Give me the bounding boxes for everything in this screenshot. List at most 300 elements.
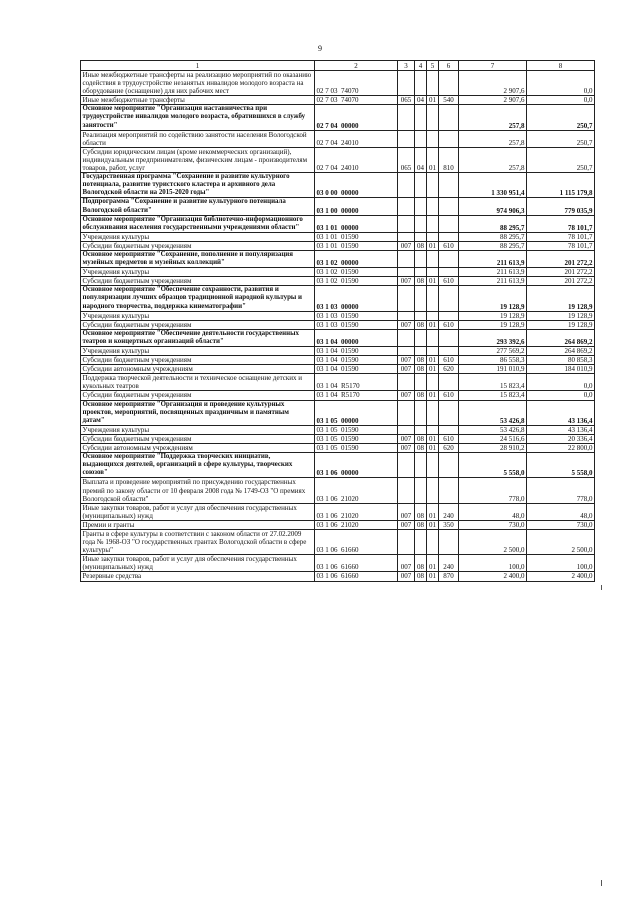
- table-row: [81, 503, 595, 520]
- row-expense-type-cell: 810: [439, 147, 459, 172]
- row-subsection-cell: [427, 478, 439, 503]
- row-amount-2020-cell: 778,0: [527, 478, 595, 503]
- table-row: [81, 365, 595, 374]
- row-amount-2019-cell: 257,8: [459, 130, 527, 147]
- table-row: [81, 347, 595, 356]
- table-row: [81, 444, 595, 453]
- scan-edge-mark: [601, 585, 602, 590]
- row-amount-2020-cell: 78 101,7: [527, 232, 595, 241]
- row-amount-2019-cell: 778,0: [459, 478, 527, 503]
- table-row: [81, 268, 595, 277]
- row-name-cell: Учреждения культуры: [81, 347, 315, 356]
- row-code-cell: 03 1 05 01590: [315, 444, 398, 453]
- row-amount-2019-cell: 15 823,4: [459, 391, 527, 400]
- row-amount-2020-cell: 20 336,4: [527, 434, 595, 443]
- row-code-cell: 03 1 06 00000: [315, 453, 398, 478]
- row-code-cell: 03 1 06 61660: [315, 529, 398, 554]
- row-section-cell: [415, 374, 427, 391]
- row-name-cell: Учреждения культуры: [81, 232, 315, 241]
- row-name-cell: Иные межбюджетные трансферты на реализацию мероприятий по оказанию содействия в трудоустройстве незанятых инвалидов молодого возраста на оборудование (оснащение) для них рабочих мест: [81, 71, 315, 96]
- row-ministry-cell: [398, 453, 415, 478]
- row-name-cell: Субсидии бюджетным учреждениям: [81, 356, 315, 365]
- row-amount-2020-cell: 264 869,2: [527, 329, 595, 346]
- row-amount-2019-cell: 5 558,0: [459, 453, 527, 478]
- table-row: [81, 425, 595, 434]
- row-expense-type-cell: [439, 71, 459, 96]
- table-row: [81, 329, 595, 346]
- row-code-cell: 03 1 03 01590: [315, 320, 398, 329]
- row-amount-2020-cell: 264 869,2: [527, 347, 595, 356]
- page-number: 9: [318, 44, 322, 53]
- table-row: [81, 277, 595, 286]
- row-amount-2019-cell: 24 516,6: [459, 434, 527, 443]
- table-row: [81, 520, 595, 529]
- row-ministry-cell: 007: [398, 391, 415, 400]
- row-code-cell: 03 1 03 00000: [315, 286, 398, 311]
- row-name-cell: Основное мероприятие "Поддержка творческих инициатив, выдающихся деятелей, организаций в сфере культуры, творческих союзов": [81, 453, 315, 478]
- row-amount-2019-cell: 2 907,6: [459, 71, 527, 96]
- row-amount-2020-cell: 0,0: [527, 71, 595, 96]
- row-expense-type-cell: 610: [439, 320, 459, 329]
- row-code-cell: 03 1 04 01590: [315, 365, 398, 374]
- row-section-cell: 04: [415, 96, 427, 105]
- row-subsection-cell: [427, 232, 439, 241]
- row-name-cell: Субсидии автономным учреждениям: [81, 365, 315, 374]
- row-name-cell: Субсидии бюджетным учреждениям: [81, 320, 315, 329]
- row-amount-2020-cell: 80 858,3: [527, 356, 595, 365]
- row-amount-2020-cell: 0,0: [527, 391, 595, 400]
- row-expense-type-cell: 620: [439, 444, 459, 453]
- row-amount-2019-cell: 15 823,4: [459, 374, 527, 391]
- row-subsection-cell: [427, 374, 439, 391]
- table-row: [81, 286, 595, 311]
- table-row: [81, 529, 595, 554]
- table-header-row: [81, 61, 595, 71]
- row-expense-type-cell: [439, 453, 459, 478]
- row-amount-2019-cell: 1 330 951,4: [459, 173, 527, 198]
- row-amount-2020-cell: 201 272,2: [527, 277, 595, 286]
- row-expense-type-cell: [439, 173, 459, 198]
- row-ministry-cell: 007: [398, 241, 415, 250]
- row-expense-type-cell: [439, 374, 459, 391]
- row-name-cell: Государственная программа "Сохранение и развитие культурного потенциала, развитие туристского кластера и архивного дела Вологодской области на 2015-2020 годы": [81, 173, 315, 198]
- row-code-cell: 03 1 02 01590: [315, 268, 398, 277]
- row-subsection-cell: 01: [427, 356, 439, 365]
- row-subsection-cell: [427, 198, 439, 215]
- row-expense-type-cell: 350: [439, 520, 459, 529]
- row-name-cell: Учреждения культуры: [81, 268, 315, 277]
- table-row: [81, 241, 595, 250]
- row-amount-2020-cell: 43 136,4: [527, 425, 595, 434]
- row-amount-2020-cell: 184 010,9: [527, 365, 595, 374]
- row-ministry-cell: [398, 347, 415, 356]
- row-amount-2020-cell: 2 400,0: [527, 572, 595, 581]
- row-subsection-cell: [427, 268, 439, 277]
- row-ministry-cell: [398, 478, 415, 503]
- table-row: [81, 232, 595, 241]
- row-ministry-cell: 007: [398, 277, 415, 286]
- row-amount-2020-cell: 250,7: [527, 147, 595, 172]
- row-ministry-cell: [398, 311, 415, 320]
- row-name-cell: Резервные средства: [81, 572, 315, 581]
- table-row: [81, 147, 595, 172]
- row-section-cell: [415, 105, 427, 130]
- row-ministry-cell: 007: [398, 444, 415, 453]
- row-section-cell: [415, 425, 427, 434]
- row-code-cell: 03 1 06 21020: [315, 503, 398, 520]
- row-section-cell: [415, 232, 427, 241]
- row-amount-2019-cell: 28 910,2: [459, 444, 527, 453]
- row-amount-2020-cell: 5 558,0: [527, 453, 595, 478]
- row-subsection-cell: [427, 453, 439, 478]
- row-expense-type-cell: [439, 268, 459, 277]
- row-ministry-cell: 007: [398, 365, 415, 374]
- row-amount-2019-cell: 277 569,2: [459, 347, 527, 356]
- row-subsection-cell: [427, 311, 439, 320]
- row-amount-2019-cell: 191 010,9: [459, 365, 527, 374]
- header-cell: 5: [427, 61, 439, 71]
- row-section-cell: [415, 130, 427, 147]
- header-cell: 1: [81, 61, 315, 71]
- header-cell: 3: [398, 61, 415, 71]
- row-amount-2020-cell: 250,7: [527, 130, 595, 147]
- row-subsection-cell: 01: [427, 444, 439, 453]
- row-subsection-cell: 01: [427, 365, 439, 374]
- row-expense-type-cell: [439, 478, 459, 503]
- row-subsection-cell: 01: [427, 391, 439, 400]
- table-row: [81, 555, 595, 572]
- row-expense-type-cell: 620: [439, 365, 459, 374]
- table-row: [81, 71, 595, 96]
- table-row: [81, 356, 595, 365]
- row-expense-type-cell: [439, 215, 459, 232]
- row-amount-2020-cell: 2 500,0: [527, 529, 595, 554]
- row-subsection-cell: 01: [427, 320, 439, 329]
- row-amount-2020-cell: 78 101,7: [527, 241, 595, 250]
- row-amount-2020-cell: 1 115 179,8: [527, 173, 595, 198]
- row-amount-2020-cell: 0,0: [527, 96, 595, 105]
- table-row: [81, 572, 595, 581]
- row-subsection-cell: 01: [427, 503, 439, 520]
- row-ministry-cell: [398, 400, 415, 425]
- row-ministry-cell: 007: [398, 555, 415, 572]
- header-cell: 2: [315, 61, 398, 71]
- row-subsection-cell: [427, 250, 439, 267]
- row-amount-2020-cell: 78 101,7: [527, 215, 595, 232]
- scan-edge-mark: [601, 880, 602, 886]
- row-code-cell: 02 7 04 00000: [315, 105, 398, 130]
- row-name-cell: Субсидии бюджетным учреждениям: [81, 391, 315, 400]
- row-section-cell: [415, 400, 427, 425]
- row-expense-type-cell: [439, 311, 459, 320]
- row-code-cell: 03 1 01 00000: [315, 215, 398, 232]
- row-ministry-cell: [398, 232, 415, 241]
- row-section-cell: 08: [415, 391, 427, 400]
- row-subsection-cell: 01: [427, 555, 439, 572]
- row-code-cell: 03 1 02 00000: [315, 250, 398, 267]
- table-row: [81, 173, 595, 198]
- row-code-cell: 02 7 03 74070: [315, 96, 398, 105]
- row-code-cell: 03 1 04 01590: [315, 356, 398, 365]
- row-name-cell: Иные межбюджетные трансферты: [81, 96, 315, 105]
- row-expense-type-cell: 610: [439, 434, 459, 443]
- row-section-cell: [415, 286, 427, 311]
- row-code-cell: 03 1 05 01590: [315, 425, 398, 434]
- table-row: [81, 311, 595, 320]
- row-amount-2019-cell: 211 613,9: [459, 277, 527, 286]
- row-name-cell: Основное мероприятие "Сохранение, пополнение и популяризация музейных предметов и музейных коллекций": [81, 250, 315, 267]
- row-amount-2019-cell: 211 613,9: [459, 268, 527, 277]
- row-subsection-cell: 01: [427, 572, 439, 581]
- row-amount-2019-cell: 730,0: [459, 520, 527, 529]
- row-section-cell: [415, 347, 427, 356]
- row-amount-2020-cell: 19 128,9: [527, 320, 595, 329]
- row-ministry-cell: [398, 105, 415, 130]
- row-ministry-cell: 007: [398, 356, 415, 365]
- row-amount-2020-cell: 779 035,9: [527, 198, 595, 215]
- row-amount-2019-cell: 257,8: [459, 147, 527, 172]
- row-code-cell: 03 1 04 R5170: [315, 391, 398, 400]
- row-subsection-cell: [427, 215, 439, 232]
- row-amount-2020-cell: 201 272,2: [527, 268, 595, 277]
- row-subsection-cell: [427, 105, 439, 130]
- row-expense-type-cell: 610: [439, 356, 459, 365]
- table-row: [81, 215, 595, 232]
- row-expense-type-cell: [439, 347, 459, 356]
- row-ministry-cell: 065: [398, 147, 415, 172]
- row-name-cell: Иные закупки товаров, работ и услуг для обеспечения государственных (муниципальных) нужд: [81, 503, 315, 520]
- row-section-cell: 08: [415, 444, 427, 453]
- row-amount-2020-cell: 43 136,4: [527, 400, 595, 425]
- row-ministry-cell: 065: [398, 96, 415, 105]
- row-subsection-cell: 01: [427, 241, 439, 250]
- row-section-cell: 08: [415, 434, 427, 443]
- row-name-cell: Премии и гранты: [81, 520, 315, 529]
- row-name-cell: Субсидии бюджетным учреждениям: [81, 241, 315, 250]
- table-row: [81, 374, 595, 391]
- row-code-cell: 03 1 06 61660: [315, 555, 398, 572]
- row-subsection-cell: [427, 286, 439, 311]
- row-ministry-cell: 007: [398, 320, 415, 329]
- table-row: [81, 320, 595, 329]
- row-subsection-cell: [427, 173, 439, 198]
- row-amount-2020-cell: 19 128,9: [527, 311, 595, 320]
- row-ministry-cell: [398, 198, 415, 215]
- row-section-cell: [415, 529, 427, 554]
- row-expense-type-cell: 610: [439, 277, 459, 286]
- row-section-cell: 08: [415, 503, 427, 520]
- row-code-cell: 03 1 01 01590: [315, 232, 398, 241]
- table-row: [81, 478, 595, 503]
- row-name-cell: Основное мероприятие "Обеспечение деятельности государственных театров и концертных организаций области": [81, 329, 315, 346]
- row-amount-2020-cell: 250,7: [527, 105, 595, 130]
- row-subsection-cell: 01: [427, 147, 439, 172]
- row-section-cell: 08: [415, 555, 427, 572]
- row-section-cell: 08: [415, 520, 427, 529]
- row-section-cell: [415, 329, 427, 346]
- row-name-cell: Подпрограмма "Сохранение и развитие культурного потенциала Вологодской области": [81, 198, 315, 215]
- table-row: [81, 400, 595, 425]
- row-code-cell: 03 1 02 01590: [315, 277, 398, 286]
- row-amount-2019-cell: 48,0: [459, 503, 527, 520]
- row-amount-2019-cell: 100,0: [459, 555, 527, 572]
- row-expense-type-cell: [439, 130, 459, 147]
- row-ministry-cell: [398, 130, 415, 147]
- row-subsection-cell: [427, 347, 439, 356]
- row-amount-2020-cell: 0,0: [527, 374, 595, 391]
- row-expense-type-cell: 240: [439, 503, 459, 520]
- row-subsection-cell: 01: [427, 520, 439, 529]
- row-name-cell: Гранты в сфере культуры в соответствии с законом области от 27.02.2009 года № 1968-ОЗ "О государственных грантах Вологодской области в сфере культуры": [81, 529, 315, 554]
- row-section-cell: 08: [415, 277, 427, 286]
- row-ministry-cell: [398, 425, 415, 434]
- row-subsection-cell: [427, 130, 439, 147]
- row-section-cell: [415, 268, 427, 277]
- header-cell: 6: [439, 61, 459, 71]
- row-amount-2019-cell: 53 426,8: [459, 400, 527, 425]
- row-code-cell: 03 1 06 21020: [315, 520, 398, 529]
- row-amount-2020-cell: 201 272,2: [527, 250, 595, 267]
- row-amount-2019-cell: 2 400,0: [459, 572, 527, 581]
- row-name-cell: Субсидии бюджетным учреждениям: [81, 277, 315, 286]
- row-ministry-cell: 007: [398, 503, 415, 520]
- row-subsection-cell: [427, 529, 439, 554]
- row-name-cell: Основное мероприятие "Организация наставничества при трудоустройстве инвалидов молодого возраста, обратившихся в службу занятости": [81, 105, 315, 130]
- row-amount-2019-cell: 19 128,9: [459, 286, 527, 311]
- row-ministry-cell: [398, 529, 415, 554]
- row-expense-type-cell: 240: [439, 555, 459, 572]
- row-expense-type-cell: [439, 425, 459, 434]
- table-row: [81, 434, 595, 443]
- row-section-cell: 08: [415, 320, 427, 329]
- row-name-cell: Основное мероприятие "Организация библиотечно-информационного обслуживания населения государственными учреждениями области": [81, 215, 315, 232]
- row-code-cell: 02 7 03 74070: [315, 71, 398, 96]
- row-code-cell: 03 1 06 61660: [315, 572, 398, 581]
- row-code-cell: 03 1 05 01590: [315, 434, 398, 443]
- row-amount-2019-cell: 19 128,9: [459, 311, 527, 320]
- row-subsection-cell: [427, 400, 439, 425]
- row-section-cell: 08: [415, 241, 427, 250]
- row-name-cell: Субсидии юридическим лицам (кроме некоммерческих организаций), индивидуальным предпринимателям, физическим лицам - производителям товаров, работ, услуг: [81, 147, 315, 172]
- row-ministry-cell: 007: [398, 520, 415, 529]
- row-amount-2019-cell: 257,8: [459, 105, 527, 130]
- row-ministry-cell: [398, 374, 415, 391]
- row-amount-2019-cell: 2 907,6: [459, 96, 527, 105]
- table-row: [81, 130, 595, 147]
- row-expense-type-cell: [439, 198, 459, 215]
- table-row: [81, 198, 595, 215]
- row-ministry-cell: [398, 268, 415, 277]
- row-amount-2020-cell: 100,0: [527, 555, 595, 572]
- row-name-cell: Выплата и проведение мероприятий по присуждению государственных премий по закону области от 10 февраля 2008 года № 1749-ОЗ "О премиях Вологодской области": [81, 478, 315, 503]
- row-ministry-cell: [398, 173, 415, 198]
- row-amount-2019-cell: 974 906,3: [459, 198, 527, 215]
- row-ministry-cell: 007: [398, 434, 415, 443]
- row-name-cell: Субсидии автономным учреждениям: [81, 444, 315, 453]
- row-ministry-cell: 007: [398, 572, 415, 581]
- row-expense-type-cell: [439, 400, 459, 425]
- row-section-cell: [415, 250, 427, 267]
- row-name-cell: Иные закупки товаров, работ и услуг для обеспечения государственных (муниципальных) нужд: [81, 555, 315, 572]
- row-subsection-cell: 01: [427, 277, 439, 286]
- row-expense-type-cell: [439, 286, 459, 311]
- row-code-cell: 03 0 00 00000: [315, 173, 398, 198]
- table-row: [81, 391, 595, 400]
- row-amount-2019-cell: 88 295,7: [459, 215, 527, 232]
- table-row: [81, 105, 595, 130]
- row-expense-type-cell: [439, 105, 459, 130]
- row-section-cell: 08: [415, 356, 427, 365]
- row-amount-2019-cell: 19 128,9: [459, 320, 527, 329]
- row-amount-2019-cell: 88 295,7: [459, 232, 527, 241]
- header-cell: 4: [415, 61, 427, 71]
- row-amount-2020-cell: 19 128,9: [527, 286, 595, 311]
- row-code-cell: 02 7 04 24010: [315, 130, 398, 147]
- row-subsection-cell: 01: [427, 434, 439, 443]
- row-amount-2020-cell: 730,0: [527, 520, 595, 529]
- row-section-cell: 08: [415, 572, 427, 581]
- row-name-cell: Учреждения культуры: [81, 425, 315, 434]
- row-expense-type-cell: [439, 529, 459, 554]
- header-cell: 7: [459, 61, 527, 71]
- table-row: [81, 96, 595, 105]
- row-name-cell: Поддержка творческой деятельности и техническое оснащение детских и кукольных театров: [81, 374, 315, 391]
- row-ministry-cell: [398, 250, 415, 267]
- row-name-cell: Основное мероприятие "Организация и проведение культурных проектов, мероприятий, посвященных праздничным и памятным датам": [81, 400, 315, 425]
- row-subsection-cell: [427, 329, 439, 346]
- row-amount-2019-cell: 2 500,0: [459, 529, 527, 554]
- row-name-cell: Основное мероприятие "Обеспечение сохранности, развития и популяризации лучших образцов традиционной народной культуры и народного творчества, поддержка кинематографии": [81, 286, 315, 311]
- row-section-cell: [415, 71, 427, 96]
- row-code-cell: 03 1 01 01590: [315, 241, 398, 250]
- row-amount-2020-cell: 22 800,0: [527, 444, 595, 453]
- row-code-cell: 02 7 04 24010: [315, 147, 398, 172]
- row-amount-2019-cell: 53 426,8: [459, 425, 527, 434]
- row-code-cell: 03 1 04 01590: [315, 347, 398, 356]
- row-expense-type-cell: [439, 232, 459, 241]
- row-section-cell: [415, 311, 427, 320]
- row-code-cell: 03 1 04 00000: [315, 329, 398, 346]
- row-section-cell: [415, 478, 427, 503]
- table-row: [81, 453, 595, 478]
- row-amount-2019-cell: 88 295,7: [459, 241, 527, 250]
- row-code-cell: 03 1 00 00000: [315, 198, 398, 215]
- row-ministry-cell: [398, 329, 415, 346]
- row-ministry-cell: [398, 215, 415, 232]
- row-code-cell: 03 1 05 00000: [315, 400, 398, 425]
- row-section-cell: 04: [415, 147, 427, 172]
- row-expense-type-cell: 870: [439, 572, 459, 581]
- row-code-cell: 03 1 03 01590: [315, 311, 398, 320]
- row-name-cell: Учреждения культуры: [81, 311, 315, 320]
- row-section-cell: [415, 173, 427, 198]
- budget-table: [80, 60, 595, 582]
- table-row: [81, 250, 595, 267]
- row-amount-2020-cell: 48,0: [527, 503, 595, 520]
- row-section-cell: [415, 215, 427, 232]
- header-cell: 8: [527, 61, 595, 71]
- row-subsection-cell: [427, 425, 439, 434]
- row-expense-type-cell: [439, 329, 459, 346]
- row-ministry-cell: [398, 71, 415, 96]
- row-name-cell: Субсидии бюджетным учреждениям: [81, 434, 315, 443]
- row-expense-type-cell: 610: [439, 241, 459, 250]
- row-section-cell: 08: [415, 365, 427, 374]
- row-amount-2019-cell: 211 613,9: [459, 250, 527, 267]
- row-section-cell: [415, 453, 427, 478]
- row-ministry-cell: [398, 286, 415, 311]
- row-name-cell: Реализация мероприятий по содействию занятости населения Вологодской области: [81, 130, 315, 147]
